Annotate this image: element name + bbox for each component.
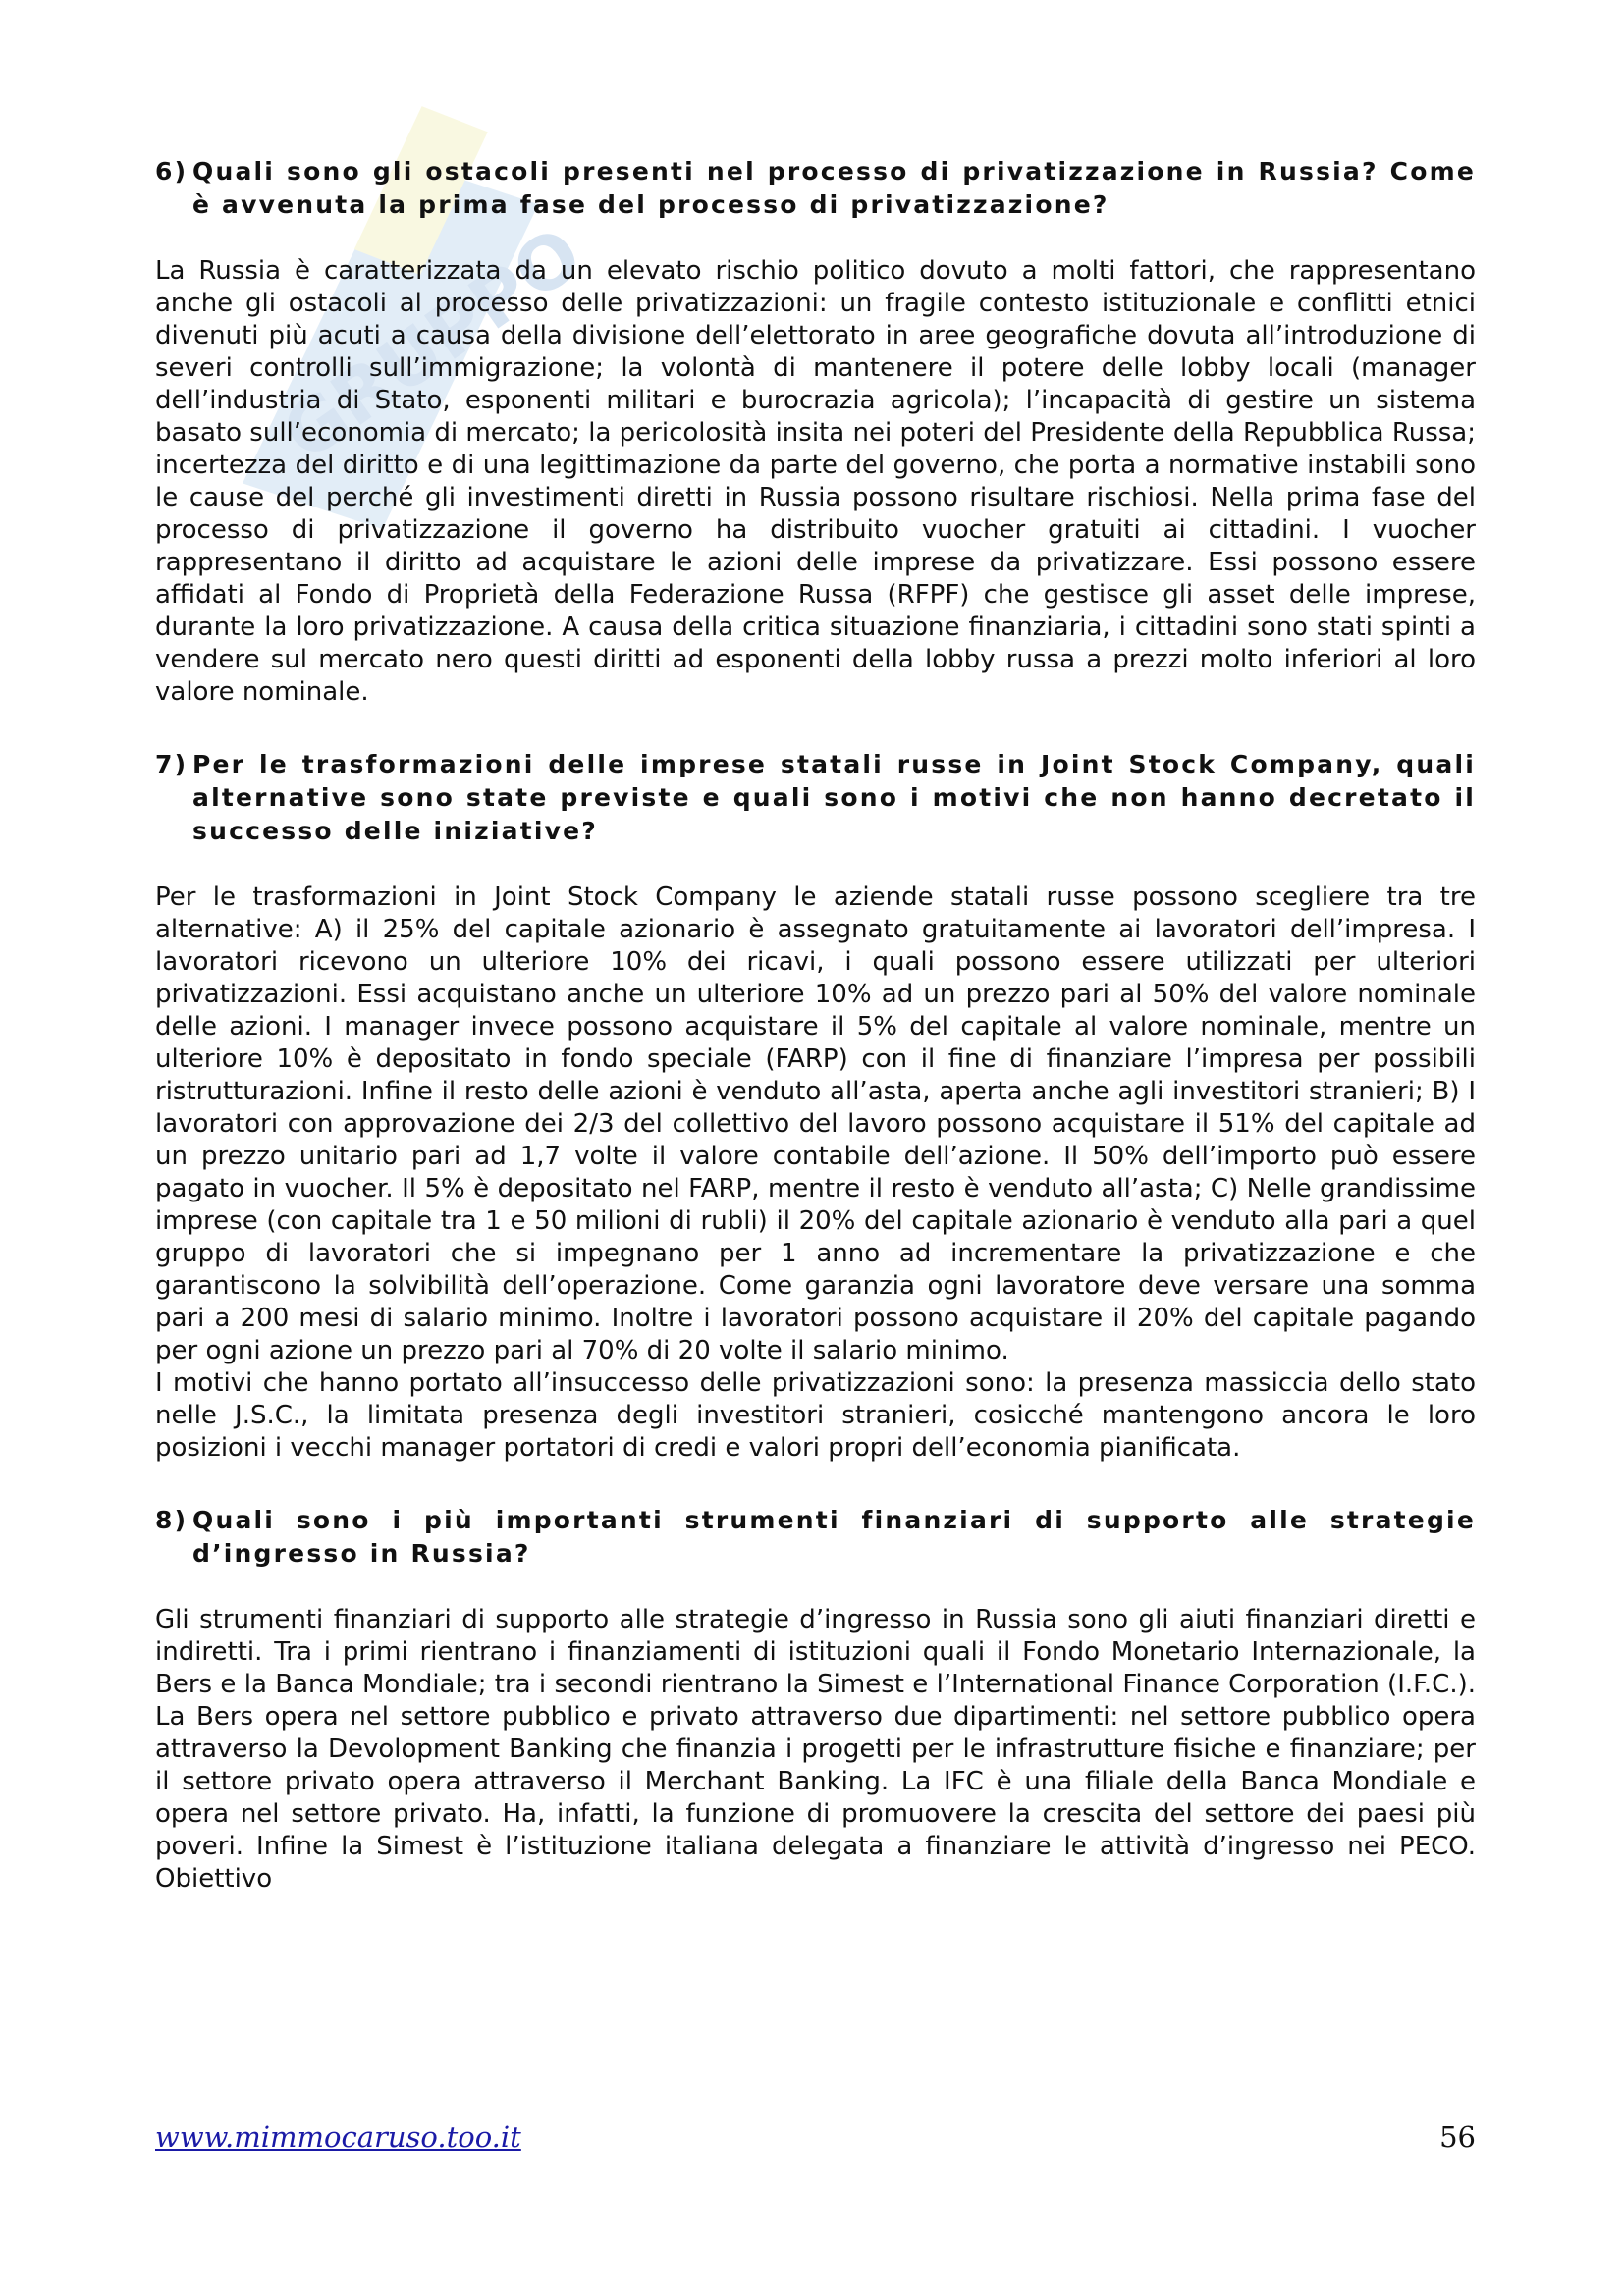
question-number: 7) bbox=[155, 750, 189, 778]
answer-paragraph: Per le trasformazioni in Joint Stock Company le aziende statali russe possono scegliere tra tre alternative: A) il 25% del capitale azionario è assegnato gratuitamente ai lavoratori dell’impresa. I lavoratori ricevono un ulteriore 10% dei ricavi, i quali possono essere utilizzati per ulteriori privatizzazioni. Essi acquistano anche un ulteriore 10% ad un prezzo pari al 50% del valore nominale delle azioni. I manager invece possono acquistare il 5% del capitale al valore nominale, mentre un ulteriore 10% è depositato in fondo speciale (FARP) con il fine di finanziare l’impresa per possibili ristrutturazioni. Infine il resto delle azioni è venduto all’asta, aperta anche agli investitori stranieri; B) I lavoratori con approvazione dei 2/3 del collettivo del lavoro possono acquistare il 51% del capitale ad un prezzo unitario pari ad 1,7 volte il valore contabile dell’azione. Il 50% dell’importo può essere pagato in vuocher. Il 5% è depositato nel FARP, mentre il resto è venduto all’asta; C) Nelle grandissime imprese (con capitale tra 1 e 50 milioni di rubli) il 20% del capitale azionario è venduto alla pari a quel gruppo di lavoratori che si impegnano per 1 anno ad incrementare la privatizzazione e che garantiscono la solvibilità dell’operazione. Come garanzia ogni lavoratore deve versare una somma pari a 200 mesi di salario minimo. Inoltre i lavoratori possono acquistare il 20% del capitale pagando per ogni azione un prezzo pari al 70% di 20 volte il salario minimo. bbox=[155, 882, 1476, 1365]
answer-paragraph: La Russia è caratterizzata da un elevato rischio politico dovuto a molti fattori, che rappresentano anche gli ostacoli al processo delle privatizzazioni: un fragile contesto istituzionale e conflitti etnici divenuti più acuti a causa della divisione dell’elettorato in aree geografiche dovuta all’introduzione di severi controlli sull’immigrazione; la volontà di mantenere il potere delle lobby locali (manager dell’industria di Stato, esponenti militari e burocrazia agricola); l’incapacità di gestire un sistema basato sull’economia di mercato; la pericolosità insita nei poteri del Presidente della Repubblica Russa; incertezza del diritto e di una legittimazione da parte del governo, che porta a normative instabili sono le cause del perché gli investimenti diretti in Russia possono risultare rischiosi. Nella prima fase del processo di privatizzazione il governo ha distribuito vuocher gratuiti ai cittadini. I vuocher rappresentano il diritto ad acquistare le azioni delle imprese da privatizzare. Essi possono essere affidati al Fondo di Proprietà della Federazione Russa (RFPF) che gestisce gli asset delle imprese, durante la loro privatizzazione. A causa della critica situazione finanziaria, i cittadini sono stati spinti a vendere sul mercato nero questi diritti ad esponenti della lobby russa a prezzi molto inferiori al loro valore nominale. bbox=[155, 256, 1476, 707]
watermark-logo-text: GRUPPO bbox=[267, 211, 598, 478]
answer-text bbox=[155, 881, 1476, 1465]
question-number: 8) bbox=[155, 1506, 189, 1534]
question-section-8 bbox=[155, 1504, 1476, 1896]
answer-text bbox=[155, 255, 1476, 709]
question-title: Quali sono gli ostacoli presenti nel processo di privatizzazione in Russia? Come è avvenuta la prima fase del processo di privatizzazione? bbox=[192, 157, 1476, 219]
footer-website-link[interactable]: www.mimmocaruso.too.it bbox=[155, 2120, 521, 2154]
answer-paragraph: Gli strumenti finanziari di supporto alle strategie d’ingresso in Russia sono gli aiuti finanziari diretti e indiretti. Tra i primi rientrano i finanziamenti di istituzioni quali il Fondo Monetario Internazionale, la Bers e la Banca Mondiale; tra i secondi rientrano la Simest e l’International Finance Corporation (I.F.C.). La Bers opera nel settore pubblico e privato attraverso due dipartimenti: nel settore pubblico opera attraverso la Devolopment Banking che finanzia i progetti per le infrastrutture fisiche e finanziare; per il settore privato opera attraverso il Merchant Banking. La IFC è una filiale della Banca Mondiale e opera nel settore privato. Ha, infatti, la funzione di promuovere la crescita del settore dei paesi più poveri. Infine la Simest è l’istituzione italiana delegata a finanziare le attività d’ingresso nei PECO. Obiettivo bbox=[155, 1605, 1476, 1894]
answer-text bbox=[155, 1604, 1476, 1896]
question-section-6 bbox=[155, 155, 1476, 709]
document-body bbox=[155, 155, 1476, 1935]
question-heading bbox=[155, 748, 1476, 848]
question-heading bbox=[155, 1504, 1476, 1571]
question-number: 6) bbox=[155, 157, 189, 186]
page-number: 56 bbox=[1439, 2120, 1476, 2154]
question-heading bbox=[155, 155, 1476, 222]
question-title: Quali sono i più importanti strumenti finanziari di supporto alle strategie d’ingresso in Russia? bbox=[192, 1506, 1476, 1568]
page-footer bbox=[155, 2120, 1476, 2154]
answer-paragraph: I motivi che hanno portato all’insuccesso delle privatizzazioni sono: la presenza massiccia dello stato nelle J.S.C., la limitata presenza degli investitori stranieri, cosicché mantengono ancora le loro posizioni i vecchi manager portatori di credi e valori propri dell’economia pianificata. bbox=[155, 1368, 1476, 1463]
question-title: Per le trasformazioni delle imprese statali russe in Joint Stock Company, quali alternative sono state previste e quali sono i motivi che non hanno decretato il successo delle iniziative? bbox=[192, 750, 1476, 845]
question-section-7 bbox=[155, 748, 1476, 1465]
